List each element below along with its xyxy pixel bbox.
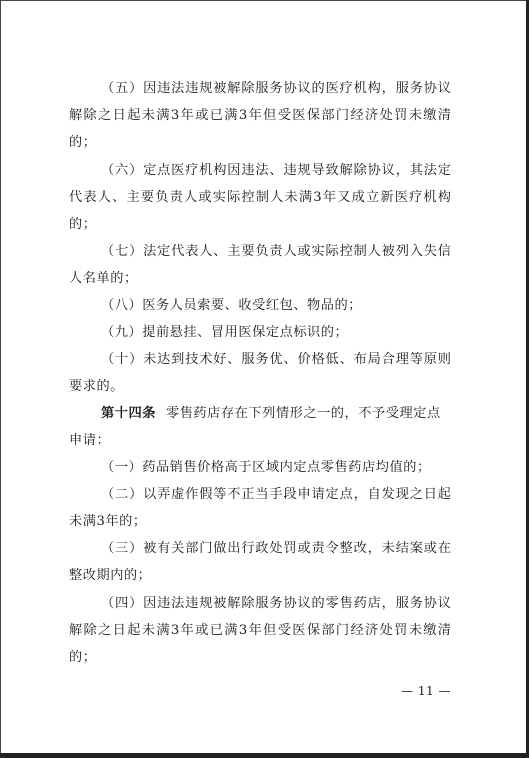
text-line: 申请： — [69, 433, 111, 448]
text-line: （六）定点医疗机构因违法、违规导致解除协议，其法定 — [101, 163, 451, 178]
text-line: 未满3年的； — [69, 514, 147, 529]
text-line: 代表人、主要负责人或实际控制人未满3年又成立新医疗机构 — [69, 190, 451, 205]
article-text: 零售药店存在下列情形之一的，不予受理定点 — [165, 406, 441, 421]
text-line: （十）未达到技术好、服务优、价格低、布局合理等原则 — [101, 352, 451, 367]
text-line: （四）因违法违规被解除服务协议的零售药店，服务协议 — [101, 596, 451, 611]
text-line: （三）被有关部门做出行政处罚或责令整改，未结案或在 — [101, 541, 451, 556]
text-line: （二）以弄虚作假等不正当手段申请定点，自发现之日起 — [101, 487, 451, 502]
text-line: （七）法定代表人、主要负责人或实际控制人被列入失信 — [101, 244, 451, 259]
text-line: （八）医务人员索要、收受红包、物品的； — [101, 298, 363, 313]
article-heading: 第十四条 — [101, 406, 156, 421]
text-line: 解除之日起未满3年或已满3年但受医保部门经济处罚未缴清 — [69, 623, 451, 638]
article-14-line — [101, 405, 451, 423]
text-line: 解除之日起未满3年或已满3年但受医保部门经济处罚未缴清 — [69, 108, 451, 123]
text-line: 的； — [69, 217, 97, 232]
text-line: 要求的。 — [69, 379, 124, 394]
text-line: 整改期内的； — [69, 568, 152, 583]
text-line: （九）提前悬挂、冒用医保定点标识的； — [101, 325, 349, 340]
text-line: （一）药品销售价格高于区域内定点零售药店均值的； — [101, 460, 431, 475]
text-line: 人名单的； — [69, 271, 138, 286]
text-line: 的； — [69, 135, 97, 150]
text-line: （五）因违法违规被解除服务协议的医疗机构，服务协议 — [101, 81, 451, 96]
page-number: — 11 — — [401, 684, 451, 698]
text-line: 的； — [69, 650, 97, 665]
